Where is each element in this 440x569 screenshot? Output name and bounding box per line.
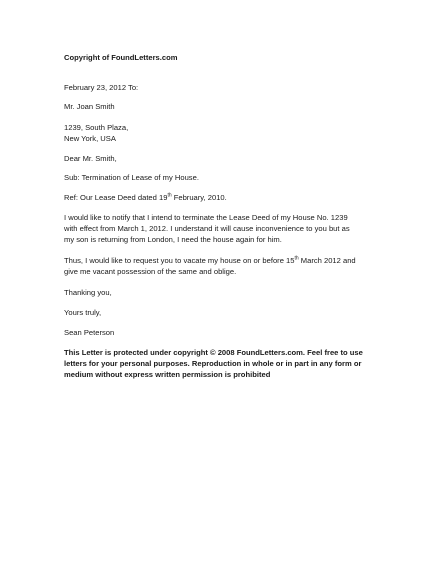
address-line-1: 1239, South Plaza, [64,123,129,132]
paragraph-2-suffix: March 2012 and [298,256,356,265]
reference-prefix: Ref: Our Lease Deed dated 19 [64,193,168,202]
subject-line: Sub: Termination of Lease of my House. [64,173,199,182]
copyright-heading: Copyright of FoundLetters.com [64,53,178,62]
closing-line: Yours truly, [64,308,102,317]
address-line-2: New York, USA [64,134,116,143]
thanks-line: Thanking you, [64,288,112,297]
copyright-notice-line-2: letters for your personal purposes. Reproduction in whole or in part in any form or [64,359,362,368]
paragraph-1-line-3: my son is returning from London, I need the house again for him. [64,235,282,244]
salutation: Dear Mr. Smith, [64,154,117,163]
copyright-notice-line-3: medium without express written permission is prohibited [64,370,271,379]
signature-name: Sean Peterson [64,328,115,337]
reference-superscript: th [167,192,172,199]
paragraph-1-line-2: with effect from March 1, 2012. I understand it will cause inconvenience to you but as [64,224,350,233]
paragraph-2-superscript: th [294,255,299,262]
date-line: February 23, 2012 To: [64,83,139,92]
paragraph-2-prefix: Thus, I would like to request you to vacate my house on or before 15 [64,256,295,265]
paragraph-2-line-2: give me vacant possession of the same and oblige. [64,267,237,276]
paragraph-1-line-1: I would like to notify that I intend to terminate the Lease Deed of my House No. 1239 [64,213,348,222]
reference-suffix: February, 2010. [171,193,227,202]
reference-line [64,192,227,203]
paragraph-2-line-1 [64,255,356,266]
recipient-name: Mr. Joan Smith [64,102,115,111]
copyright-notice-line-1: This Letter is protected under copyright © 2008 FoundLetters.com. Feel free to use [64,348,363,357]
